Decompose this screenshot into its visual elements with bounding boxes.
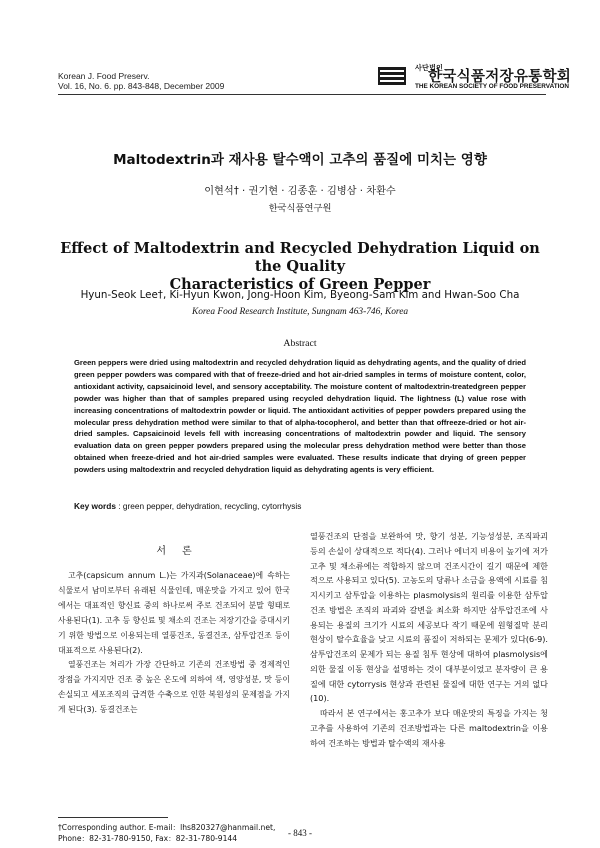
society-logo-icon [378,67,406,85]
journal-name: Korean J. Food Preserv. [58,71,150,81]
section-heading-introduction: 서론 [156,546,208,557]
left-column [58,542,290,718]
footnote-rule [58,817,168,818]
title-english-line1: Effect of Maltodextrin and Recycled Dehydration Liquid on the Quality [60,240,540,275]
title-english-line2: Characteristics of Green Pepper [169,276,431,293]
keywords [74,501,301,511]
page-number: - 843 - [288,828,312,838]
society-prefix: 사단법인 [415,64,444,72]
paragraph: 고추(capsicum annum L.)는 가지과(Solanaceae)에 속하는 식물로서 남미로부터 유래된 식물인데, 매운맛을 가지고 있어 한국에서는 대표적인 향신료 중의 하나로써 주로 건조되어 분말 형태로 사용된다(1). 고추 등 향신료 및 채소의 건조는 저장기간을 증대시키기 위한 방법으로 이용되는데 열풍건조, 동결건조, 삼투압건조 등이 대표적으로 사용된다(2). [58,571,290,655]
keywords-label: Key words [74,501,116,511]
footnote-line: †Corresponding author. E-mail：lhs820327@hanmail.net, [58,823,276,832]
journal-volume: Vol. 16, No. 6. pp. 843-848, December 2009 [58,81,225,91]
keywords-text: : green pepper, dehydration, recycling, cytorrhysis [118,501,302,511]
society-banner [378,64,572,94]
paragraph: 따라서 본 연구에서는 홍고추가 보다 매운맛의 특징을 가지는 청고추를 사용하여 기존의 건조방법과는 다른 maltodextrin을 이용하여 건조하는 방법과 탈수액의 재사용 [310,708,548,748]
authors-korean: 이현석† · 권기현 · 김종훈 · 김병삼 · 차환수 [204,186,396,197]
header-rule [58,94,546,95]
title-korean: Maltodextrin과 재사용 탈수액이 고추의 품질에 미치는 영향 [113,152,487,168]
abstract-body: Green peppers were dried using maltodextrin and recycled dehydration liquid as dehydrating agents, and the quality of dried green pepper powders was compared with that of freeze-dried and hot air-dried samples in terms of moisture content, color, antioxidant activity, capsaicinoid level, and sensory acceptability. The moisture content of maltodextrin-treatedgreen pepper powder was higher than that of samples prepared using recycled dehydration liquid. The lightness (L) value rose with increasing concentrations of maltodextrin powder or liquid. The antioxidant activities of pepper powders prepared using the molecular press dehydration method were similar to that of alpha-tocopherol, and better than that offreeze-dried or hot air-dried samples. Capsaicinoid levels fell with increasing concentrations of maltodextrin powder and liquid. The sensory evaluation data on green pepper powders prepared using the molecular press dehydration method were better than those obtained when freeze-dried and hot air-dried samples were evaluated. These results indicate that drying of green pepper powders using maltodextrin and recycled dehydration liquid as dehydrating agents is very efficient. [74,358,526,475]
society-name-ko-text: 한국식품저장유통학회 [428,69,572,85]
title-english [50,240,550,294]
right-column [310,529,548,750]
authors-english: Hyun-Seok Lee†, Ki-Hyun Kwon, Jong-Hoon Kim, Byeong-Sam Kim and Hwan-Soo Cha [80,289,520,301]
paragraph: 열풍건조의 단점을 보완하여 맛, 향기 성분, 기능성성분, 조직파괴 등의 손실이 상대적으로 적다(4). 그러나 에너지 비용이 높기에 저가 고추 및 채소류에는 적합하지 않으며 건조시간이 길기 때문에 제한적으로 사용되고 있다(5). 고농도의 당류나 소금을 용액에 시료를 침지시키고 삼투압을 이용하는 plasmolysis의 원리를 이용한 삼투압건조 방법은 조직의 파괴와 갈변을 최소화 하지만 삼투압건조에 사용되는 용질의 크기가 시료의 세공보다 작기 때문에 원형질막 분리 현상이 탈수효율을 낮고 시료의 품질이 저하되는 문제가 있다(6-9). 삼투압건조의 문제가 되는 용질 침투 현상에 대하여 plasmolysis에 의한 물질 이동 현상을 설명하는 것이 대부분이었고 분자량이 큰 용질에 대한 cytorrysis 현상과 관련된 물질에 대한 연구는 거의 없다(10). [310,531,548,704]
journal-citation [58,71,224,91]
abstract-heading: Abstract [283,338,317,349]
institution-korean: 한국식품연구원 [268,203,332,214]
institution-english: Korea Food Research Institute, Sungnam 463-746, Korea [191,307,409,317]
footnote-line: Phone：82-31-780-9150, Fax：82-31-780-9144 [58,834,238,843]
paragraph: 열풍건조는 처리가 가장 간단하고 기존의 건조방법 중 경제적인 장점을 가지지만 건조 중 높은 온도에 의하여 색, 영양성분, 맛 등이 손실되고 세포조직의 급격한 수축으로 인한 복원성의 문제점을 가지게 된다(3). 동결건조는 [58,660,290,715]
society-name-en: THE KOREAN SOCIETY OF FOOD PRESERVATION [415,83,569,90]
